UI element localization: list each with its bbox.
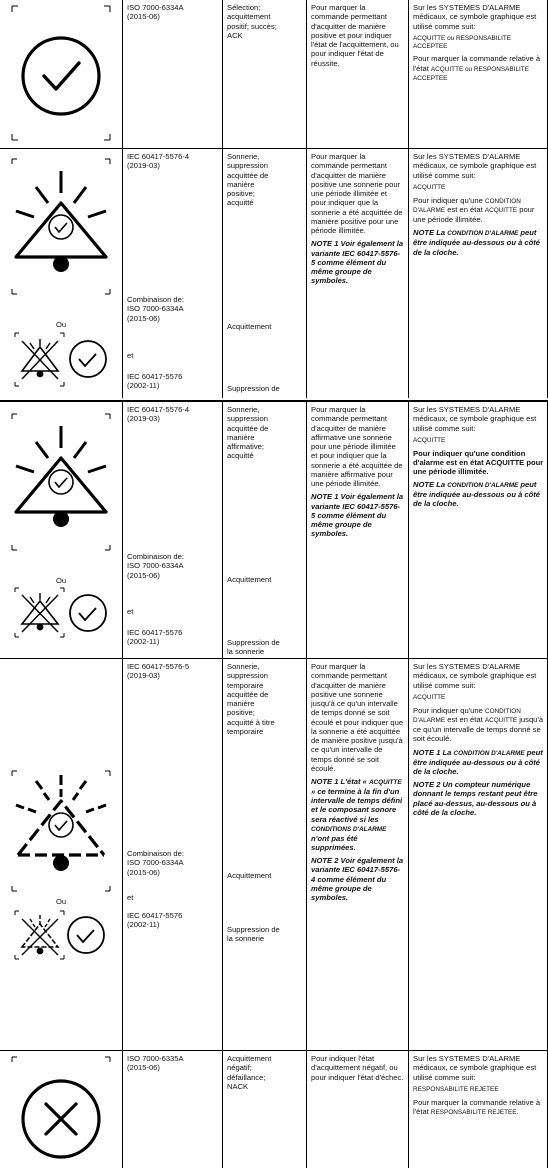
name-text: Suppression de xyxy=(227,384,280,393)
and-label: et xyxy=(127,893,134,902)
table-row xyxy=(0,148,548,398)
or-label: Ou xyxy=(56,320,67,329)
usage-state: ACQUITTE ou RESPONSABILITE ACCEPTEE xyxy=(413,65,529,83)
combination-label: Combinaison de: ISO 7000-6334A (2015-06) xyxy=(127,552,184,580)
bell-crossed-icon xyxy=(0,402,122,658)
note-text: » ce termine à la fin d'un intervalle de temps défini et le composant sonore sera réactivé si les xyxy=(311,786,403,824)
bell-temporary-crossed-icon xyxy=(0,659,122,1050)
or-label: Ou xyxy=(56,897,67,906)
name-text: Sélection; acquittement positif; succès; ACK xyxy=(227,3,277,40)
symbol-cell xyxy=(0,0,122,148)
usage-cell xyxy=(408,1051,548,1168)
name-text: Sonnerie, suppression acquittée de manière affirmative; acquitté xyxy=(227,405,269,461)
note-text: NOTE 2 Un compteur numérique donnant le temps restant peut être placé au-dessus, au-dessous ou à côté de la cloche. xyxy=(413,780,538,817)
usage-state: ACQUITTE xyxy=(413,183,446,191)
description-cell xyxy=(306,1051,408,1168)
reference-text: IEC 60417-5576-5 (2019-03) xyxy=(127,662,190,681)
and-label: et xyxy=(127,351,134,360)
description-cell xyxy=(306,0,408,148)
usage-text: jusqu'à ce qu'un intervalle de temps donné se soit écoulé. xyxy=(413,715,544,744)
usage-state: ACQUITTE ou RESPONSABILITE ACCEPTEE xyxy=(413,34,512,50)
usage-text: Pour indiquer qu'une xyxy=(413,705,485,715)
reference-cell xyxy=(122,149,222,398)
usage-state: CONDITION D'ALARME xyxy=(413,197,521,215)
name-cell xyxy=(222,149,306,398)
note-text: ACQUITTE xyxy=(368,779,402,786)
reference-cell xyxy=(122,0,222,148)
name-text: Acquittement xyxy=(227,322,272,331)
note-text: NOTE 1 Voir également la variante IEC 60417-5576-5 comme élément du même groupe de symboles. xyxy=(311,492,404,539)
usage-state: RESPONSABILITE REJETEE. xyxy=(430,1108,519,1116)
name-text: Suppression de la sonnerie xyxy=(227,638,280,657)
usage-cell xyxy=(408,0,548,148)
name-cell xyxy=(222,402,306,658)
name-text: Sonnerie, suppression acquittée de manière positive; acquitté xyxy=(227,152,269,208)
usage-intro: Sur les SYSTEMES D'ALARME médicaux, ce symbole graphique est utilisé comme suit: xyxy=(413,3,537,31)
description-cell xyxy=(306,659,408,1050)
usage-cell xyxy=(408,659,548,1050)
combination-label: Combinaison de: ISO 7000-6334A (2015-06) xyxy=(127,295,184,323)
name-cell xyxy=(222,659,306,1050)
usage-intro: Sur les SYSTEMES D'ALARME médicaux, ce symbole graphique est utilisé comme suit: xyxy=(413,662,537,690)
note-text: NOTE La xyxy=(413,228,448,238)
name-cell xyxy=(222,1051,306,1168)
usage-cell xyxy=(408,149,548,398)
usage-state: ACQUITTE xyxy=(413,693,446,701)
symbol-cell xyxy=(0,402,122,658)
reference-text: ISO 7000-6334A (2015-06) xyxy=(127,3,184,22)
note-text: peut être indiquée au-dessous ou à côté de la cloche. xyxy=(413,480,541,509)
name-cell xyxy=(222,0,306,148)
usage-text: est en état xyxy=(445,715,485,725)
name-text: Acquittement xyxy=(227,575,272,584)
reference-text: IEC 60417-5576 (2002-11) xyxy=(127,911,183,930)
note-text: CONDITIONS D'ALARME xyxy=(311,825,387,833)
reference-text: IEC 60417-5576-4 (2019-03) xyxy=(127,405,190,424)
cross-circle-icon xyxy=(0,1051,122,1168)
note-text: NOTE 1 La xyxy=(413,747,454,757)
usage-text: est en état xyxy=(445,205,485,215)
reference-text: IEC 60417-5576-4 (2019-03) xyxy=(127,152,190,171)
usage-text: Pour marquer la commande relative à l'état xyxy=(413,54,541,73)
description-text: Pour indiquer l'état d'acquittement négatif, ou pour indiquer l'état d'échec. xyxy=(311,1054,404,1082)
symbol-cell xyxy=(0,149,122,398)
usage-intro: Sur les SYSTEMES D'ALARME médicaux, ce symbole graphique est utilisé comme suit: xyxy=(413,1054,537,1082)
name-text: Suppression de la sonnerie xyxy=(227,925,280,944)
note-text: NOTE 1 L'état « xyxy=(311,777,369,786)
and-label: et xyxy=(127,607,134,616)
reference-text: ISO 7000-6335A (2015-06) xyxy=(127,1054,184,1073)
note-text: n'ont pas été supprimées. xyxy=(311,833,358,852)
reference-cell xyxy=(122,1051,222,1168)
note-text: CONDITION D'ALARME xyxy=(447,482,519,490)
table-row xyxy=(0,400,548,658)
name-text: Acquittement négatif; défaillance; NACK xyxy=(227,1054,272,1091)
usage-state: ACQUITTE xyxy=(484,207,518,215)
table-row xyxy=(0,658,548,1050)
usage-text: Pour marquer la commande relative à l'état xyxy=(413,1097,541,1116)
description-cell xyxy=(306,402,408,658)
bell-crossed-icon xyxy=(0,149,122,398)
description-text: Pour marquer la commande permettant d'acquitter de manière affirmative une sonnerie pour une période illimitée et pour indiquer que la sonnerie a été acquittée de manière affirmative pour une période illimitée. xyxy=(311,405,403,488)
usage-text: Pour indiquer qu'une xyxy=(413,195,485,205)
usage-text: pour une période illimitée. xyxy=(413,205,535,225)
usage-intro: Sur les SYSTEMES D'ALARME médicaux, ce symbole graphique est utilisé comme suit: xyxy=(413,405,537,433)
symbol-cell xyxy=(0,1051,122,1168)
note-text: NOTE 1 Voir également la variante IEC 60417-5576-5 comme élément du même groupe de symboles. xyxy=(311,239,404,286)
note-text: NOTE 2 Voir également la variante IEC 60417-5576-4 comme élément du même groupe de symboles. xyxy=(311,856,404,903)
description-cell xyxy=(306,149,408,398)
note-text: CONDITION D'ALARME xyxy=(447,230,519,238)
note-text: CONDITION D'ALARME xyxy=(453,749,525,757)
usage-state: ACQUITTE xyxy=(413,436,446,444)
name-text: Sonnerie, suppression temporaire acquittée de manière positive; acquitté à titre temporaire xyxy=(227,662,275,736)
table-row xyxy=(0,1050,548,1168)
note-text: NOTE La xyxy=(413,480,448,490)
note-text: peut être indiquée au-dessous ou à côté de la cloche. xyxy=(413,228,541,257)
reference-text: IEC 60417-5576 (2002-11) xyxy=(127,372,183,391)
symbol-cell xyxy=(0,659,122,1050)
description-text: Pour marquer la commande permettant d'acquitter de manière positive une sonnerie pour une période illimitée et pour indiquer que la sonnerie a été acquittée de manière positive pour une période illimitée. xyxy=(311,152,403,235)
reference-cell xyxy=(122,402,222,658)
description-text: Pour marquer la commande permettant d'acquitter de manière positive une sonnerie jusqu'à ce qu'un intervalle de temps donné se soit écoulé et pour indiquer que la sonnerie a été acquittée de manière positive jusqu'à ce qu'un intervalle de temps donné se soit écoulé. xyxy=(311,662,404,773)
reference-cell xyxy=(122,659,222,1050)
or-label: Ou xyxy=(56,576,67,585)
reference-text: IEC 60417-5576 (2002-11) xyxy=(127,628,183,647)
table-row xyxy=(0,0,548,148)
usage-cell xyxy=(408,402,548,658)
usage-state: RESPONSABILITE REJETEE xyxy=(413,1085,499,1093)
name-text: Acquittement xyxy=(227,871,272,880)
note-text: peut être indiquée au-dessous ou à côté de la cloche. xyxy=(413,747,543,776)
description-text: Pour marquer la commande permettant d'acquitter de manière positive et pour indiquer l'état de l'acquittement, ou pour indiquer l'état de réussite. xyxy=(311,3,399,68)
usage-text: Pour indiquer qu'une condition d'alarme est en état ACQUITTE pour une période illimitée. xyxy=(413,448,544,477)
check-circle-icon xyxy=(0,0,122,148)
usage-state: ACQUITTE xyxy=(484,717,518,725)
usage-state: CONDITION D'ALARME xyxy=(413,707,521,725)
combination-label: Combinaison de: ISO 7000-6334A (2015-06) xyxy=(127,849,184,877)
usage-intro: Sur les SYSTEMES D'ALARME médicaux, ce symbole graphique est utilisé comme suit: xyxy=(413,152,537,180)
